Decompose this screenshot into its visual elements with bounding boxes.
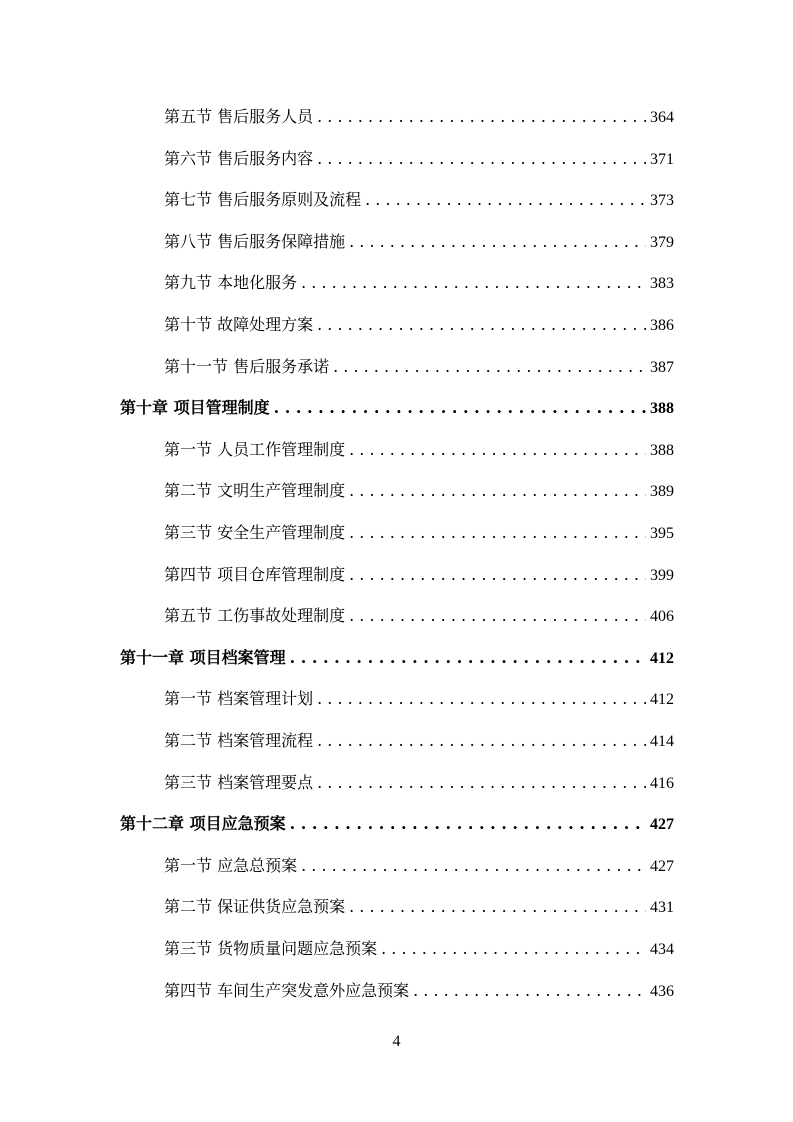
toc-dot-leader	[381, 937, 646, 961]
toc-section-entry[interactable]	[164, 979, 674, 1003]
toc-entry-page-number: 427	[650, 857, 674, 875]
toc-entry-title: 第三节 档案管理要点	[164, 772, 314, 792]
toc-dot-leader	[349, 230, 646, 254]
toc-dot-leader	[301, 271, 646, 295]
toc-dot-leader	[349, 521, 646, 545]
toc-entry-title: 第五节 售后服务人员	[164, 107, 314, 126]
toc-entry-title: 第六节 售后服务内容	[164, 148, 314, 168]
toc-entry-page-number: 387	[650, 358, 674, 376]
toc-dot-leader	[290, 646, 646, 670]
toc-dot-leader	[349, 563, 646, 587]
toc-entry-page-number: 414	[650, 733, 674, 750]
toc-entry-title: 第二节 保证供货应急预案	[164, 897, 346, 917]
toc-dot-leader	[333, 355, 646, 379]
toc-section-entry[interactable]	[164, 479, 674, 503]
toc-entry-title: 第四节 项目仓库管理制度	[164, 564, 346, 584]
toc-dot-leader	[317, 687, 646, 711]
toc-entry-page-number: 416	[650, 774, 674, 792]
toc-entry-title: 第十二章 项目应急预案	[120, 814, 286, 834]
toc-section-entry[interactable]	[164, 355, 674, 379]
toc-section-entry[interactable]	[164, 604, 674, 628]
toc-chapter-entry[interactable]	[120, 396, 674, 420]
toc-entry-title: 第五节 工伤事故处理制度	[164, 606, 346, 626]
toc-entry-page-number: 395	[650, 525, 674, 542]
toc-dot-leader	[317, 729, 646, 753]
toc-entry-page-number: 434	[650, 941, 674, 958]
toc-dot-leader	[301, 854, 646, 878]
toc-dot-leader	[317, 147, 646, 171]
toc-entry-page-number: 371	[650, 150, 674, 168]
page-number: 4	[392, 1033, 401, 1050]
toc-entry-title: 第四节 车间生产突发意外应急预案	[164, 980, 410, 1000]
toc-entry-title: 第十节 故障处理方案	[164, 315, 314, 334]
toc-chapter-entry[interactable]	[120, 812, 674, 836]
toc-section-entry[interactable]	[164, 937, 674, 961]
toc-entry-title: 第一节 应急总预案	[164, 855, 298, 875]
toc-entry-title: 第二节 档案管理流程	[164, 731, 314, 750]
toc-section-entry[interactable]	[164, 687, 674, 711]
toc-section-entry[interactable]	[164, 105, 674, 129]
toc-entry-title: 第八节 售后服务保障措施	[164, 231, 346, 251]
toc-dot-leader	[349, 479, 646, 503]
toc-entry-title: 第十一章 项目档案管理	[120, 647, 286, 667]
toc-section-entry[interactable]	[164, 854, 674, 878]
toc-entry-page-number: 379	[650, 233, 674, 251]
toc-entry-title: 第三节 货物质量问题应急预案	[164, 939, 378, 958]
toc-dot-leader	[349, 604, 646, 628]
toc-section-entry[interactable]	[164, 188, 674, 212]
toc-entry-title: 第十一节 售后服务承诺	[164, 356, 330, 376]
toc-entry-page-number: 383	[650, 275, 674, 293]
toc-section-entry[interactable]	[164, 313, 674, 337]
toc-section-entry[interactable]	[164, 521, 674, 545]
toc-dot-leader	[349, 895, 646, 919]
toc-chapter-entry[interactable]	[120, 646, 674, 670]
toc-entry-page-number: 373	[650, 192, 674, 210]
toc-entry-page-number: 399	[650, 566, 674, 584]
toc-section-entry[interactable]	[164, 563, 674, 587]
toc-entry-title: 第十章 项目管理制度	[120, 398, 270, 418]
toc-entry-title: 第一节 人员工作管理制度	[164, 439, 346, 459]
toc-section-entry[interactable]	[164, 729, 674, 753]
toc-entry-page-number: 364	[650, 109, 674, 126]
toc-dot-leader	[274, 396, 646, 420]
toc-entry-page-number: 406	[650, 608, 674, 626]
toc-entry-title: 第二节 文明生产管理制度	[164, 481, 346, 501]
toc-section-entry[interactable]	[164, 771, 674, 795]
toc-entry-title: 第一节 档案管理计划	[164, 689, 314, 709]
toc-dot-leader	[317, 105, 646, 129]
toc-entry-page-number: 427	[650, 816, 674, 834]
toc-entry-title: 第九节 本地化服务	[164, 273, 298, 293]
toc-entry-title: 第三节 安全生产管理制度	[164, 523, 346, 542]
toc-entry-page-number: 412	[650, 691, 674, 709]
toc-dot-leader	[349, 438, 646, 462]
toc-dot-leader	[413, 979, 646, 1003]
toc-entry-page-number: 389	[650, 483, 674, 501]
toc-entry-page-number: 431	[650, 899, 674, 917]
toc-section-entry[interactable]	[164, 147, 674, 171]
toc-entry-page-number: 388	[650, 441, 674, 459]
toc-section-entry[interactable]	[164, 230, 674, 254]
toc-entry-page-number: 436	[650, 982, 674, 1000]
toc-dot-leader	[365, 188, 646, 212]
toc-entry-page-number: 412	[650, 649, 674, 667]
toc-entry-title: 第七节 售后服务原则及流程	[164, 190, 362, 210]
toc-section-entry[interactable]	[164, 438, 674, 462]
toc-dot-leader	[317, 313, 646, 337]
toc-entry-page-number: 388	[650, 400, 674, 418]
toc-section-entry[interactable]	[164, 895, 674, 919]
toc-entry-page-number: 386	[650, 317, 674, 334]
toc-dot-leader	[317, 771, 646, 795]
toc-section-entry[interactable]	[164, 271, 674, 295]
toc-dot-leader	[290, 812, 646, 836]
